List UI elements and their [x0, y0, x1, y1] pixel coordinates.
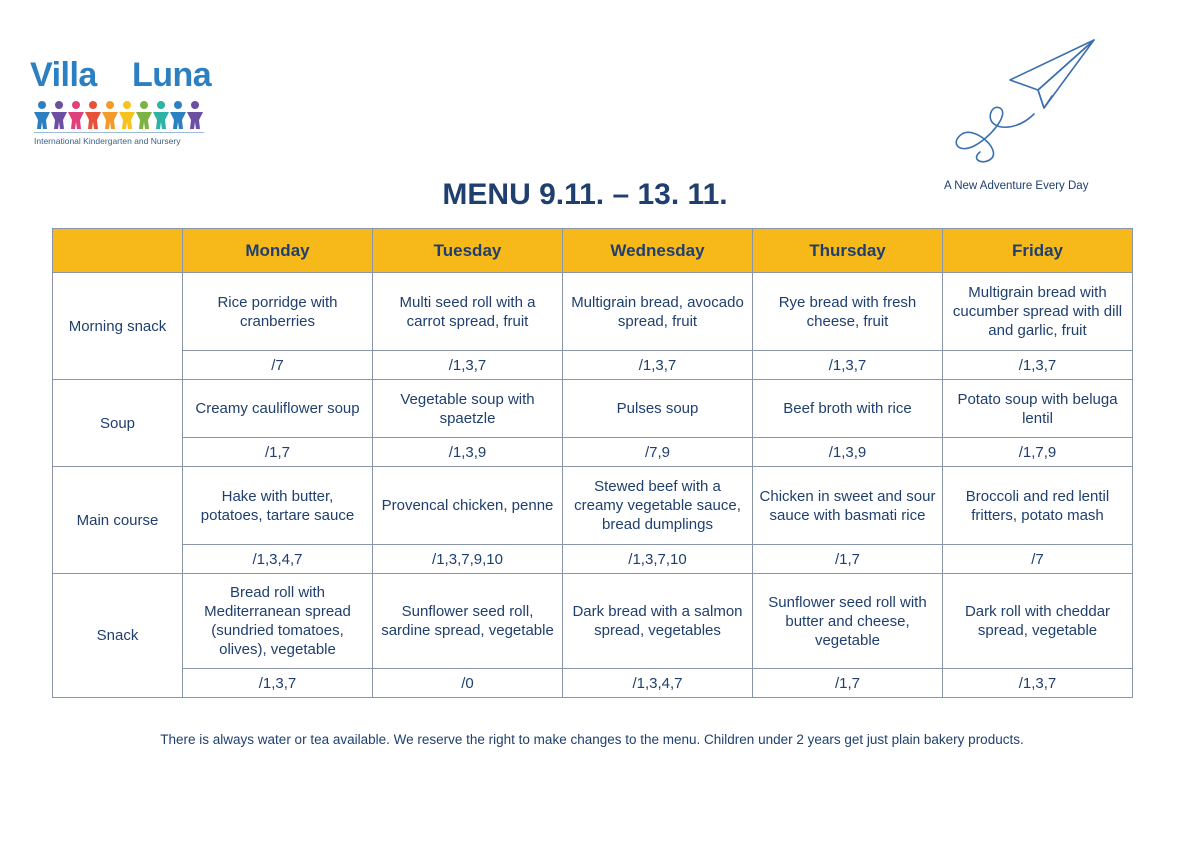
allergen-cell: /7,9: [563, 438, 753, 467]
child-figure: [170, 101, 186, 129]
meal-cell: Creamy cauliflower soup: [183, 380, 373, 438]
child-figure: [187, 101, 203, 129]
meal-cell: Provencal chicken, penne: [373, 467, 563, 545]
allergen-cell: /1,3,7: [183, 669, 373, 698]
allergen-cell: /1,7: [753, 669, 943, 698]
allergen-cell: /7: [943, 545, 1133, 574]
allergen-cell: /1,3,7: [373, 351, 563, 380]
allergen-cell: /7: [183, 351, 373, 380]
logo-word-luna: Luna: [132, 56, 212, 94]
meal-cell: Rice porridge with cranberries: [183, 273, 373, 351]
allergen-cell: /1,7: [183, 438, 373, 467]
meal-cell: Beef broth with rice: [753, 380, 943, 438]
footnote: There is always water or tea available. We reserve the right to make changes to the menu. Children under 2 years get just plain bakery products.: [160, 732, 1024, 747]
menu-title: MENU 9.11. – 13. 11.: [442, 178, 728, 211]
allergen-cell: /1,3,7,9,10: [373, 545, 563, 574]
child-figure: [85, 101, 101, 129]
logo-subtitle: International Kindergarten and Nursery: [34, 136, 181, 146]
table-header-row: [53, 229, 1133, 273]
meal-cell: Chicken in sweet and sour sauce with basmati rice: [753, 467, 943, 545]
allergen-cell: /1,3,4,7: [183, 545, 373, 574]
child-figure: [51, 101, 67, 129]
meal-cell: Multigrain bread with cucumber spread with dill and garlic, fruit: [943, 273, 1133, 351]
paper-plane-icon: [940, 38, 1100, 173]
allergen-cell: /1,7,9: [943, 438, 1133, 467]
child-figure: [102, 101, 118, 129]
day-header-monday: Monday: [183, 229, 373, 273]
row-label-main-course: Main course: [53, 467, 183, 574]
allergen-cell: /1,7: [753, 545, 943, 574]
meal-cell: Multigrain bread, avocado spread, fruit: [563, 273, 753, 351]
child-figure: [153, 101, 169, 129]
allergen-cell: /1,3,7,10: [563, 545, 753, 574]
meal-cell: Multi seed roll with a carrot spread, fruit: [373, 273, 563, 351]
header-corner-cell: [53, 229, 183, 273]
allergen-row-soup: [53, 438, 1133, 467]
meal-cell: Sunflower seed roll with butter and cheese, vegetable: [753, 574, 943, 669]
allergen-cell: /1,3,9: [753, 438, 943, 467]
child-figure: [68, 101, 84, 129]
row-label-snack: Snack: [53, 574, 183, 698]
allergen-cell: /1,3,7: [563, 351, 753, 380]
tagline: A New Adventure Every Day: [944, 180, 1089, 192]
menu-table: [52, 228, 1133, 698]
meal-cell: Dark bread with a salmon spread, vegetables: [563, 574, 753, 669]
day-header-wednesday: Wednesday: [563, 229, 753, 273]
row-label-soup: Soup: [53, 380, 183, 467]
meal-cell: Pulses soup: [563, 380, 753, 438]
allergen-cell: /1,3,9: [373, 438, 563, 467]
day-header-thursday: Thursday: [753, 229, 943, 273]
meal-cell: Sunflower seed roll, sardine spread, vegetable: [373, 574, 563, 669]
logo-word-villa: Villa: [30, 56, 97, 94]
child-figure: [136, 101, 152, 129]
child-figure: [34, 101, 50, 129]
meal-cell: Potato soup with beluga lentil: [943, 380, 1133, 438]
table-row-soup: [53, 380, 1133, 438]
allergen-cell: /0: [373, 669, 563, 698]
children-figures-icon: [34, 100, 206, 130]
allergen-row-snack: [53, 669, 1133, 698]
meal-cell: Stewed beef with a creamy vegetable sauce, bread dumplings: [563, 467, 753, 545]
table-row-main-course: [53, 467, 1133, 545]
table-row-morning-snack: [53, 273, 1133, 351]
day-header-tuesday: Tuesday: [373, 229, 563, 273]
allergen-cell: /1,3,7: [753, 351, 943, 380]
meal-cell: Bread roll with Mediterranean spread (sundried tomatoes, olives), vegetable: [183, 574, 373, 669]
villa-luna-logo: [30, 56, 210, 151]
meal-cell: Broccoli and red lentil fritters, potato mash: [943, 467, 1133, 545]
table-row-snack: [53, 574, 1133, 669]
row-label-morning-snack: Morning snack: [53, 273, 183, 380]
logo-divider: [34, 132, 204, 133]
day-header-friday: Friday: [943, 229, 1133, 273]
allergen-row-main-course: [53, 545, 1133, 574]
meal-cell: Rye bread with fresh cheese, fruit: [753, 273, 943, 351]
meal-cell: Vegetable soup with spaetzle: [373, 380, 563, 438]
meal-cell: Dark roll with cheddar spread, vegetable: [943, 574, 1133, 669]
child-figure: [119, 101, 135, 129]
allergen-row-morning-snack: [53, 351, 1133, 380]
allergen-cell: /1,3,7: [943, 669, 1133, 698]
allergen-cell: /1,3,4,7: [563, 669, 753, 698]
meal-cell: Hake with butter, potatoes, tartare sauce: [183, 467, 373, 545]
allergen-cell: /1,3,7: [943, 351, 1133, 380]
